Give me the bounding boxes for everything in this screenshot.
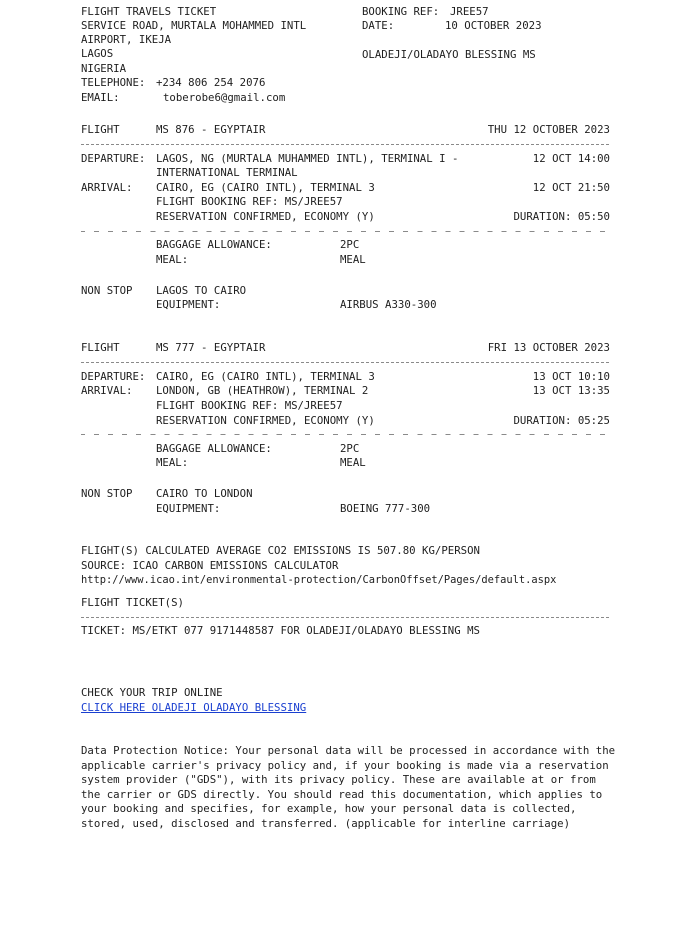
data-protection-notice: Data Protection Notice: Your personal data will be processed in accordance with the applicable carrier's privacy policy and, if your booking is made via a reservation system provider ("GDS"), with its privacy policy. These are available at or from the carrier or GDS directly. You should read this documentation, which applies to your booking and specifies, for example, how your personal data is collected, stored, used, disclosed and transferred. (applicable for interline carriage) (81, 744, 616, 830)
booking-ref-label: BOOKING REF: (362, 5, 440, 18)
equipment-value: AIRBUS A330-300 (340, 298, 437, 311)
meal-value: MEAL (340, 253, 366, 266)
arrival-time: 13 OCT 13:35 (532, 384, 610, 397)
arrival-label: ARRIVAL: (81, 384, 133, 397)
meal-label: MEAL: (156, 253, 189, 266)
flight-label: FLIGHT (81, 123, 120, 136)
nonstop-label: NON STOP (81, 487, 133, 500)
company-address-line-2: AIRPORT, IKEJA (81, 33, 172, 46)
arrival-location: LONDON, GB (HEATHROW), TERMINAL 2 (156, 384, 369, 397)
flight-booking-ref: FLIGHT BOOKING REF: MS/JREE57 (156, 195, 343, 208)
company-city: LAGOS (81, 47, 114, 60)
date-label: DATE: (362, 19, 395, 32)
email-label: EMAIL: (81, 91, 120, 104)
equipment-value: BOEING 777-300 (340, 502, 431, 515)
meal-value: MEAL (340, 456, 366, 469)
nonstop-label: NON STOP (81, 284, 133, 297)
baggage-label: BAGGAGE ALLOWANCE: (156, 238, 272, 251)
equipment-label: EQUIPMENT: (156, 298, 221, 311)
divider (81, 362, 609, 363)
flight-day: FRI 13 OCTOBER 2023 (487, 341, 610, 354)
reservation-status: RESERVATION CONFIRMED, ECONOMY (Y) (156, 210, 375, 223)
meal-label: MEAL: (156, 456, 189, 469)
baggage-value: 2PC (340, 442, 360, 455)
route: CAIRO TO LONDON (156, 487, 253, 500)
flight-number: MS 777 - EGYPTAIR (156, 341, 266, 354)
flight-booking-ref: FLIGHT BOOKING REF: MS/JREE57 (156, 399, 343, 412)
tickets-heading: FLIGHT TICKET(S) (81, 596, 184, 609)
date-value: 10 OCTOBER 2023 (445, 19, 542, 32)
arrival-location: CAIRO, EG (CAIRO INTL), TERMINAL 3 (156, 181, 375, 194)
booking-ref-value: JREE57 (450, 5, 489, 18)
company-country: NIGERIA (81, 62, 127, 75)
flight-duration: DURATION: 05:50 (513, 210, 610, 223)
arrival-time: 12 OCT 21:50 (532, 181, 610, 194)
check-trip-link[interactable]: CLICK HERE OLADEJI OLADAYO BLESSING (81, 701, 307, 714)
route: LAGOS TO CAIRO (156, 284, 247, 297)
departure-time: 13 OCT 10:10 (532, 370, 610, 383)
flight-number: MS 876 - EGYPTAIR (156, 123, 266, 136)
divider (81, 231, 609, 232)
flight-duration: DURATION: 05:25 (513, 414, 610, 427)
email-value: toberobe6@gmail.com (163, 91, 286, 104)
equipment-label: EQUIPMENT: (156, 502, 221, 515)
emissions-text: FLIGHT(S) CALCULATED AVERAGE CO2 EMISSIONS IS 507.80 KG/PERSON (81, 544, 480, 557)
company-address-line-1: SERVICE ROAD, MURTALA MOHAMMED INTL (81, 19, 307, 32)
departure-location: LAGOS, NG (MURTALA MUHAMMED INTL), TERMINAL I - (156, 152, 459, 165)
baggage-value: 2PC (340, 238, 360, 251)
departure-terminal-cont: INTERNATIONAL TERMINAL (156, 166, 298, 179)
passenger-name: OLADEJI/OLADAYO BLESSING MS (362, 48, 536, 61)
company-name: FLIGHT TRAVELS TICKET (81, 5, 217, 18)
reservation-status: RESERVATION CONFIRMED, ECONOMY (Y) (156, 414, 375, 427)
divider (81, 434, 609, 435)
telephone-value: +234 806 254 2076 (156, 76, 266, 89)
divider (81, 617, 609, 618)
emissions-source: SOURCE: ICAO CARBON EMISSIONS CALCULATOR (81, 559, 339, 572)
check-trip-heading: CHECK YOUR TRIP ONLINE (81, 686, 223, 699)
emissions-url: http://www.icao.int/environmental-protection/CarbonOffset/Pages/default.aspx (81, 574, 557, 586)
departure-location: CAIRO, EG (CAIRO INTL), TERMINAL 3 (156, 370, 375, 383)
ticket-line: TICKET: MS/ETKT 077 9171448587 FOR OLADEJI/OLADAYO BLESSING MS (81, 624, 480, 637)
divider (81, 144, 609, 145)
telephone-label: TELEPHONE: (81, 76, 146, 89)
flight-day: THU 12 OCTOBER 2023 (487, 123, 610, 136)
flight-label: FLIGHT (81, 341, 120, 354)
departure-label: DEPARTURE: (81, 152, 146, 165)
baggage-label: BAGGAGE ALLOWANCE: (156, 442, 272, 455)
arrival-label: ARRIVAL: (81, 181, 133, 194)
departure-label: DEPARTURE: (81, 370, 146, 383)
departure-time: 12 OCT 14:00 (532, 152, 610, 165)
